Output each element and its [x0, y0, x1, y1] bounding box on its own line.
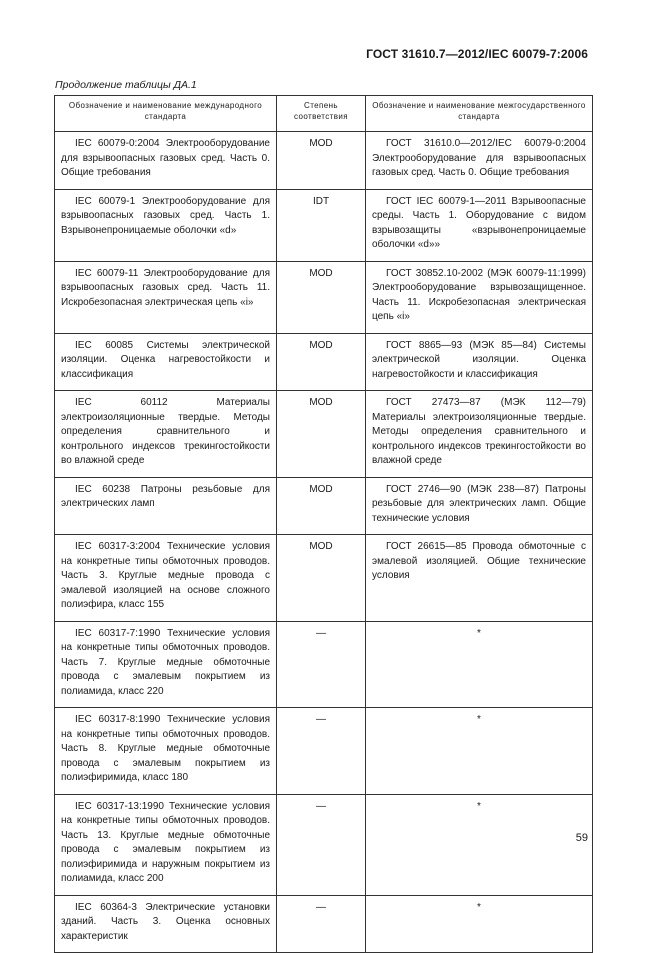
- cell-international-standard: IEC 60079-1 Электрооборудование для взрывоопасных газовых сред. Часть 1. Взрывонепроницаемые оболочки «d»: [55, 189, 277, 261]
- table-row: [55, 708, 593, 795]
- table-row: [55, 189, 593, 261]
- cell-international-standard: IEC 60085 Системы электрической изоляции. Оценка нагревостойкости и классификация: [55, 333, 277, 391]
- table-header-row: [55, 96, 593, 132]
- table-row: [55, 621, 593, 708]
- table-row: [55, 895, 593, 953]
- cell-interstate-standard: ГОСТ IEC 60079-1—2011 Взрывоопасные среды. Часть 1. Оборудование с видом взрывозащиты «взрывонепроницаемые оболочки «d»»: [366, 189, 593, 261]
- cell-degree: MOD: [277, 261, 366, 333]
- table-row: [55, 391, 593, 478]
- cell-international-standard: IEC 60317-13:1990 Технические условия на конкретные типы обмоточных проводов. Часть 13. Круглые медные обмоточные провода с эмалевым покрытием из полиэфиримида и наружным покрытием из полиамида, класс 200: [55, 794, 277, 895]
- cell-degree: MOD: [277, 535, 366, 622]
- cell-degree: MOD: [277, 391, 366, 478]
- table-row: [55, 535, 593, 622]
- cell-degree: —: [277, 794, 366, 895]
- cell-international-standard: IEC 60317-8:1990 Технические условия на конкретные типы обмоточных проводов. Часть 8. Круглые медные обмоточные провода с эмалевым покрытием из полиэфиримида, класс 180: [55, 708, 277, 795]
- standards-table: [54, 95, 593, 953]
- header-degree-of-conformity: Степень соответствия: [277, 96, 366, 132]
- cell-international-standard: IEC 60364-3 Электрические установки зданий. Часть 3. Оценка основных характеристик: [55, 895, 277, 953]
- cell-interstate-standard: ГОСТ 26615—85 Провода обмоточные с эмалевой изоляцией. Общие технические условия: [366, 535, 593, 622]
- cell-international-standard: IEC 60238 Патроны резьбовые для электрических ламп: [55, 477, 277, 535]
- cell-degree: IDT: [277, 189, 366, 261]
- cell-degree: MOD: [277, 132, 366, 190]
- cell-degree: —: [277, 708, 366, 795]
- table-row: [55, 333, 593, 391]
- cell-interstate-standard: ГОСТ 2746—90 (МЭК 238—87) Патроны резьбовые для электрических ламп. Общие технические условия: [366, 477, 593, 535]
- cell-international-standard: IEC 60079-11 Электрооборудование для взрывоопасных газовых сред. Часть 11. Искробезопасная электрическая цепь «i»: [55, 261, 277, 333]
- cell-degree: MOD: [277, 333, 366, 391]
- table-row: [55, 261, 593, 333]
- cell-international-standard: IEC 60317-7:1990 Технические условия на конкретные типы обмоточных проводов. Часть 7. Круглые медные обмоточные провода с эмалевым покрытием из полиамида, класс 220: [55, 621, 277, 708]
- cell-interstate-standard: ГОСТ 31610.0—2012/IEC 60079-0:2004 Электрооборудование для взрывоопасных газовых сред. Часть 0. Общие требования: [366, 132, 593, 190]
- page-number: 59: [575, 832, 588, 844]
- cell-interstate-standard: *: [366, 621, 593, 708]
- header-international-standard: Обозначение и наименование международного стандарта: [55, 96, 277, 132]
- cell-interstate-standard: ГОСТ 27473—87 (МЭК 112—79) Материалы электроизоляционные твердые. Методы определения сравнительного и контрольного индексов трекингостойкости во влажной среде: [366, 391, 593, 478]
- table-row: [55, 477, 593, 535]
- header-interstate-standard: Обозначение и наименование межгосударственного стандарта: [366, 96, 593, 132]
- cell-interstate-standard: ГОСТ 8865—93 (МЭК 85—84) Системы электрической изоляции. Оценка нагревостойкости и классификация: [366, 333, 593, 391]
- cell-interstate-standard: *: [366, 794, 593, 895]
- cell-international-standard: IEC 60112 Материалы электроизоляционные твердые. Методы определения сравнительного и контрольного индексов трекингостойкости во влажной среде: [55, 391, 277, 478]
- cell-degree: MOD: [277, 477, 366, 535]
- cell-international-standard: IEC 60079-0:2004 Электрооборудование для взрывоопасных газовых сред. Часть 0. Общие требования: [55, 132, 277, 190]
- cell-degree: —: [277, 621, 366, 708]
- table-row: [55, 794, 593, 895]
- document-header: ГОСТ 31610.7—2012/IEC 60079-7:2006: [366, 47, 588, 61]
- table-caption: Продолжение таблицы ДА.1: [55, 79, 197, 91]
- cell-interstate-standard: *: [366, 708, 593, 795]
- cell-degree: —: [277, 895, 366, 953]
- cell-international-standard: IEC 60317-3:2004 Технические условия на конкретные типы обмоточных проводов. Часть 3. Круглые медные провода с эмалевой изоляцией на основе сложного полиэфира, класс 155: [55, 535, 277, 622]
- table-row: [55, 132, 593, 190]
- cell-interstate-standard: *: [366, 895, 593, 953]
- cell-interstate-standard: ГОСТ 30852.10-2002 (МЭК 60079-11:1999) Электрооборудование взрывозащищенное. Часть 11. Искробезопасная электрическая цепь «i»: [366, 261, 593, 333]
